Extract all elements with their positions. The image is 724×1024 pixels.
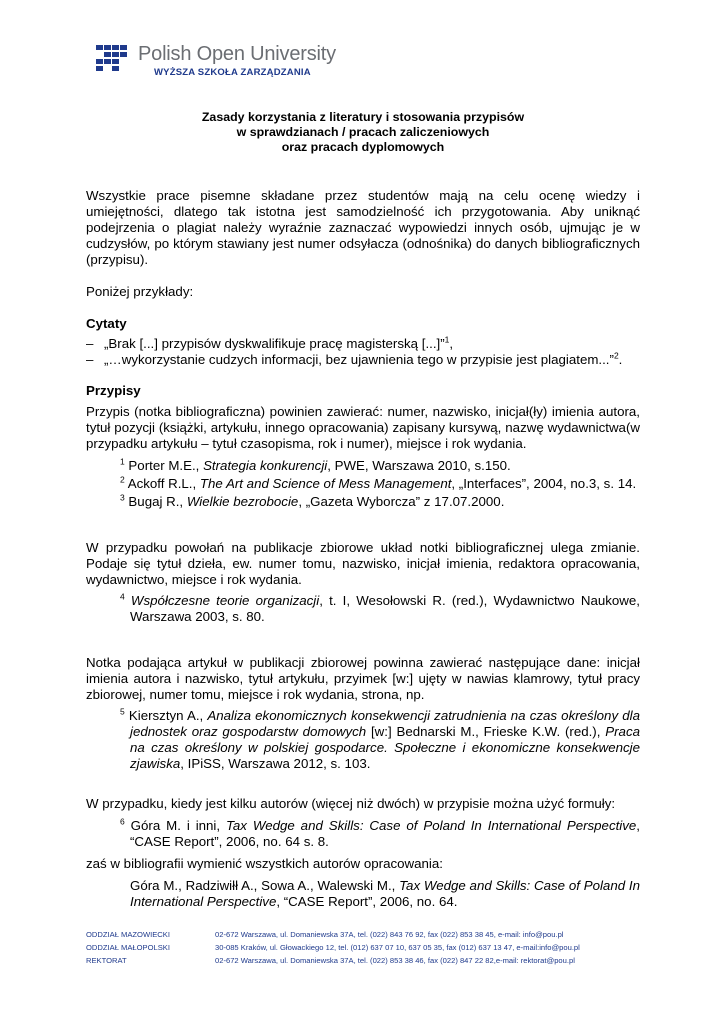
footnote-5: $^5$ Kiersztyn A., Analiza ekonomicznych konsekwencji zatrudnienia na czas określony dla jednostek oraz gospodarstw domowych [w:] Bednarski M., Frieske K.W. (red.), Praca na czas określony w polskiej gospodarce. Społeczne i ekonomiczne konsekwencje zjawiska, IPiSS, Warszawa 2012, s. 103.: [120, 706, 640, 771]
title-line-2: w sprawdzianach / pracach zaliczeniowych: [236, 125, 490, 139]
article-paragraph: Notka podająca artykuł w publikacji zbiorowej powinna zawierać następujące dane: inicjał imienia autora i nazwisko, tytuł artykułu, przyimek [w:] ujęty w nawias klamrowy, tytuł pracy zbiorowej, numer tomu, miejsce i rok wydania, strona, np.: [86, 655, 640, 702]
footer-text: 02-672 Warszawa, ul. Domaniewska 37A, tel. (022) 853 38 46, fax (022) 847 22 82,e-mail: rektorat@pou.pl: [215, 956, 575, 965]
logo-name: Polish Open University: [138, 43, 336, 65]
footnote-3: $^3$ Bugaj R., Wielkie bezrobocie, „Gazeta Wyborcza” z 17.07.2000.: [120, 492, 505, 509]
footnotes-heading: Przypisy: [86, 383, 141, 398]
intro-paragraph: Wszystkie prace pisemne składane przez studentów mają na celu ocenę wiedzy i umiejętności, dlatego tak istotna jest samodzielność ich przygotowania. Aby uniknąć podejrzenia o plagiat należy wyraźnie zaznaczać wypowiedzi innych osób, ujmując je w cudzysłów, po którym stawiany jest numer odsyłacza (odnośnika) do danych bibliograficznych (przypisu).: [86, 188, 640, 267]
document-title: [86, 110, 640, 155]
footnote-4: $^4$ Współczesne teorie organizacji, t. I, Wesołowski R. (red.), Wydawnictwo Naukowe, Warszawa 2003, s. 80.: [120, 591, 640, 624]
citations-list: [86, 336, 640, 368]
footer-row: [86, 928, 646, 941]
footer-row: [86, 941, 646, 954]
footer-row: [86, 954, 646, 967]
footer-label: REKTORAT: [86, 956, 127, 965]
logo-subtitle: WYŻSZA SZKOŁA ZARZĄDZANIA: [154, 67, 311, 78]
bibliography-entry: Góra M., Radziwiłł A., Sowa A., Walewski M., Tax Wedge and Skills: Case of Poland In International Perspective, “CASE Report”, 2006, no. 64.: [130, 878, 640, 909]
footer-contacts: [86, 928, 646, 967]
citations-heading: Cytaty: [86, 316, 127, 331]
logo-grid-icon: [96, 44, 132, 72]
footnotes-description: Przypis (notka bibliograficzna) powinien zawierać: numer, nazwisko, inicjał(ły) imienia autora, tytuł pozycji (książki, artykułu, innego opracowania) zapisany kursywą, nazwę wydawnictwa(w przypadku artykułu – tytuł czasopisma, rok i numer), miejsce i rok wydania.: [86, 404, 640, 451]
title-line-3: oraz pracach dyplomowych: [281, 140, 445, 154]
footer-text: 02-672 Warszawa, ul. Domaniewska 37A, tel. (022) 843 76 92, fax (022) 853 38 45, e-mail: info@pou.pl: [215, 930, 564, 939]
footer-label: ODDZIAŁ MAŁOPOLSKI: [86, 943, 170, 952]
footnote-6: $^6$ Góra M. i inni, Tax Wedge and Skills: Case of Poland In International Perspective, “CASE Report”, 2006, no. 64 s. 8.: [120, 816, 640, 849]
multi-author-paragraph: W przypadku, kiedy jest kilku autorów (więcej niż dwóch) w przypisie można użyć formuły:: [86, 796, 616, 811]
university-logo: [96, 44, 336, 78]
footnote-1: $^1$ Porter M.E., Strategia konkurencji, PWE, Warszawa 2010, s.150.: [120, 456, 511, 473]
footer-text: 30-085 Kraków, ul. Głowackiego 12, tel. (012) 637 07 10, 637 05 35, fax (012) 637 13 47, e-mail:info@pou.pl: [215, 943, 580, 952]
list-item: – „Brak [...] przypisów dyskwalifikuje pracę magisterską [...]”$^1$,: [86, 334, 454, 351]
document-body: [86, 110, 640, 910]
title-line-1: Zasady korzystania z literatury i stosowania przypisów: [201, 110, 525, 124]
footer-label: ODDZIAŁ MAZOWIECKI: [86, 930, 170, 939]
footnote-2: $^2$ Ackoff R.L., The Art and Science of Mess Management, „Interfaces”, 2004, no.3, s. 14.: [120, 474, 637, 491]
list-item: – „…wykorzystanie cudzych informacji, bez ujawnienia tego w przypisie jest plagiatem...”$^2$.: [86, 350, 623, 367]
examples-intro: Poniżej przykłady:: [86, 284, 194, 299]
bibliography-intro: zaś w bibliografii wymienić wszystkich autorów opracowania:: [86, 856, 443, 871]
collective-paragraph: W przypadku powołań na publikacje zbiorowe układ notki bibliograficznej ulega zmianie. Podaje się tytuł dzieła, ew. numer tomu, nazwisko, inicjał imienia, redaktora opracowania, wydawnictwo, miejsce i rok wydania.: [86, 540, 640, 587]
